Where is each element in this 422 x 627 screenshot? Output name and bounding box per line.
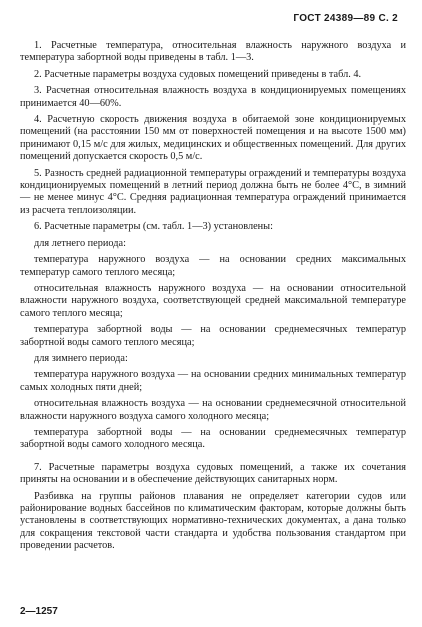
summer-item-air-temp: температура наружного воздуха — на основании средних максимальных температур самого теплого месяца; (20, 254, 406, 278)
paragraph-5: 5. Разность средней радиационной температуры ограждений и температуры воздуха кондиционируемых помещений в летний период должна быть не более 4°С, в зимний — не менее минус 4°С. Средняя радиационная температура ограждений принимается из расчета теплоизоляции. (20, 167, 406, 216)
winter-heading: для зимнего периода: (34, 352, 128, 364)
winter-item-air-temp: температура наружного воздуха — на основании средних минимальных температур самых холодных пяти дней; (20, 369, 406, 393)
paragraph-1: 1. Расчетные температура, относительная влажность наружного воздуха и температура забортной воды приведены в табл. 1—3. (20, 40, 406, 64)
print-mark: 2—1257 (20, 606, 58, 617)
paragraph-2: 2. Расчетные параметры воздуха судовых помещений приведены в табл. 4. (34, 68, 362, 80)
document-body (20, 40, 406, 557)
summer-item-water-temp: температура забортной воды — на основании среднемесячных температур забортной воды самого теплого месяца; (20, 324, 406, 348)
winter-item-humidity: относительная влажность воздуха — на основании среднемесячной относительной влажности наружного воздуха самого холодного месяца; (20, 398, 406, 422)
summer-heading: для летнего периода: (34, 237, 126, 249)
paragraph-6: 6. Расчетные параметры (см. табл. 1—3) установлены: (34, 221, 273, 233)
paragraph-3: 3. Расчетная относительная влажность воздуха в кондиционируемых помещениях принимается 40—60%. (20, 85, 406, 109)
winter-item-water-temp: температура забортной воды — на основании среднемесячных температур забортной воды самого холодного месяца. (20, 426, 406, 451)
page-header: ГОСТ 24389—89 С. 2 (293, 13, 398, 24)
paragraph-7: 7. Расчетные параметры воздуха судовых помещений, а также их сочетания приняты на основании и в обеспечение действующих санитарных норм. (20, 461, 406, 486)
summer-item-humidity: относительная влажность наружного воздуха — на основании относительной влажности наружного воздуха, соответствующей средней максимальной температуре самого теплого месяца; (20, 282, 406, 319)
paragraph-4: 4. Расчетную скорость движения воздуха в обитаемой зоне кондиционируемых помещений (на расстоянии 150 мм от поверхностей помещения и на высоте 1500 мм) принимают 0,15 м/с для жилых, медицинских и общественных помещений. Для других помещений допускается скорость 0,5 м/с. (20, 114, 406, 163)
paragraph-note: Разбивка на группы районов плавания не определяет категории судов или районирование водных бассейнов по климатическим факторам, которые должны быть установлены в соответствующих нормативно-технических документах, а дана только для сокращения текстовой части стандарта и удобства пользования стандартом при проведении расчетов. (20, 490, 406, 552)
